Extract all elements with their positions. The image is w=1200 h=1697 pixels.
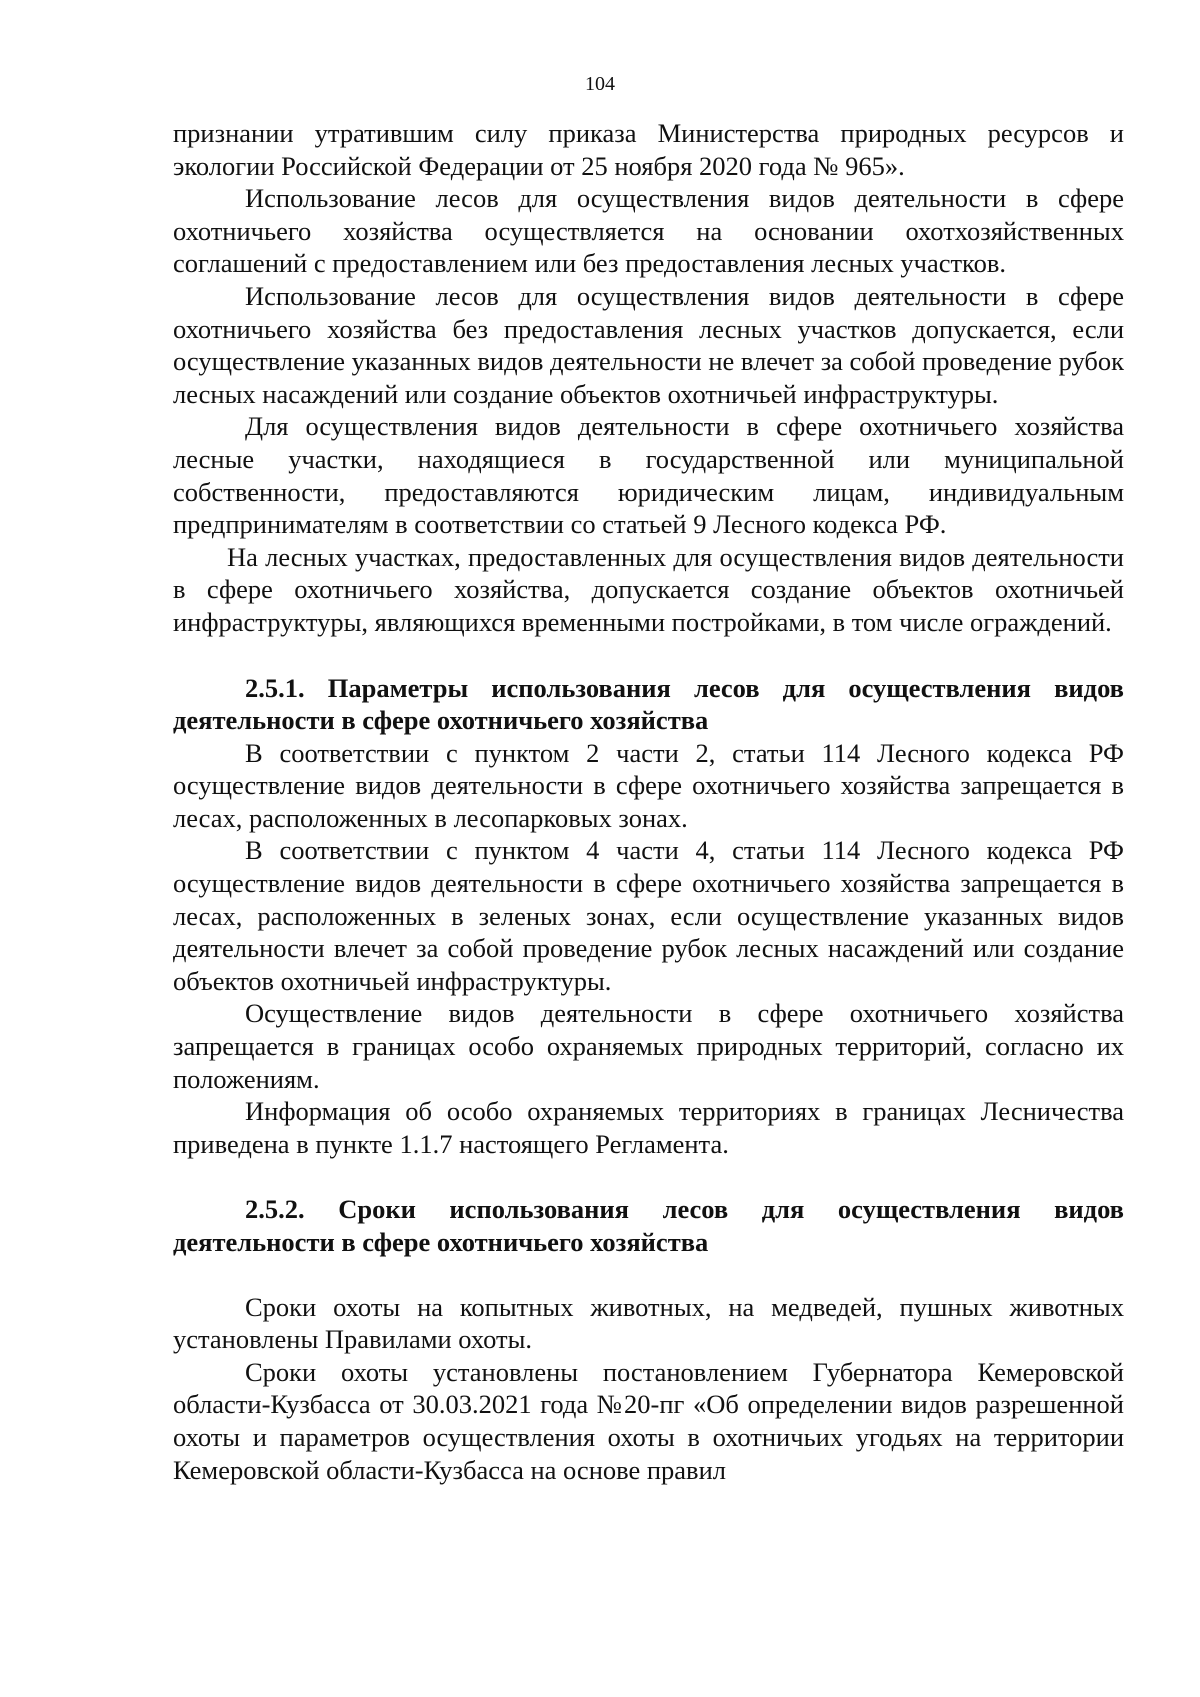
paragraph: Сроки охоты на копытных животных, на медведей, пушных животных установлены Правилами охоты. [173,1291,1124,1355]
section-heading-2-5-1: 2.5.1. Параметры использования лесов для осуществления видов деятельности в сфере охотничьего хозяйства [173,672,1124,736]
spacer [173,1160,1124,1193]
paragraph: Осуществление видов деятельности в сфере охотничьего хозяйства запрещается в границах особо охраняемых природных территорий, согласно их положениям. [173,998,1124,1094]
spacer [173,639,1124,672]
paragraph: Для осуществления видов деятельности в сфере охотничьего хозяйства лесные участки, находящиеся в государственной или муниципальной собственности, предоставляются юридическим лицам, индивидуальным предпринимателям в соответствии со статьей 9 Лесного кодекса РФ. [173,411,1124,540]
paragraph: На лесных участках, предоставленных для осуществления видов деятельности в сфере охотничьего хозяйства, допускается создание объектов охотничьей инфраструктуры, являющихся временными постройками, в том числе ограждений. [173,541,1124,637]
paragraph: В соответствии с пунктом 2 части 2, статьи 114 Лесного кодекса РФ осуществление видов деятельности в сфере охотничьего хозяйства запрещается в лесах, расположенных в лесопарковых зонах. [173,737,1124,833]
section-heading-2-5-2: 2.5.2. Сроки использования лесов для осуществления видов деятельности в сфере охотничьего хозяйства [173,1194,1124,1257]
page-number: 104 [585,73,615,95]
paragraph: Информация об особо охраняемых территориях в границах Лесничества приведена в пункте 1.1.7 настоящего Регламента. [173,1096,1124,1159]
paragraph: Использование лесов для осуществления видов деятельности в сфере охотничьего хозяйства без предоставления лесных участков допускается, если осуществление указанных видов деятельности не влечет за собой проведение рубок лесных насаждений или создание объектов охотничьей инфраструктуры. [173,280,1124,409]
paragraph-continuation: признании утратившим силу приказа Министерства природных ресурсов и экологии Российской Федерации от 25 ноября 2020 года № 965». [173,118,1124,181]
spacer [173,1259,1124,1291]
paragraph: Сроки охоты установлены постановлением Губернатора Кемеровской области-Кузбасса от 30.03.2021 года №20-пг «Об определении видов разрешенной охоты и параметров осуществления охоты в охотничьих угодьях на территории Кемеровской области-Кузбасса на основе правил [173,1356,1124,1485]
document-body [173,117,1124,1486]
paragraph: В соответствии с пунктом 4 части 4, статьи 114 Лесного кодекса РФ осуществление видов деятельности в сфере охотничьего хозяйства запрещается в лесах, расположенных в зеленых зонах, если осуществление указанных видов деятельности влечет за собой проведение рубок лесных насаждений или создание объектов охотничьей инфраструктуры. [173,835,1124,996]
paragraph: Использование лесов для осуществления видов деятельности в сфере охотничьего хозяйства осуществляется на основании охотхозяйственных соглашений с предоставлением или без предоставления лесных участков. [173,183,1124,279]
